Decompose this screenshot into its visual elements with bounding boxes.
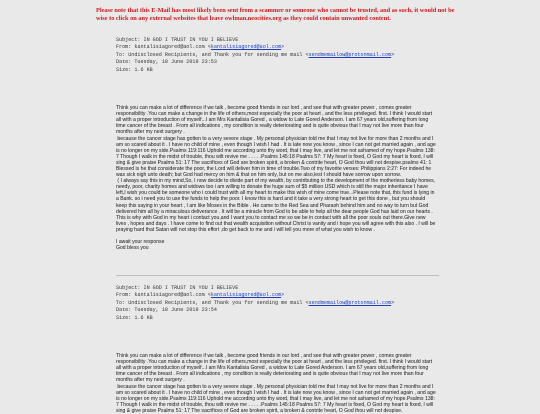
email-to-label: To: Undisclosed Recipients, and Thank you for sending me mail < — [116, 51, 309, 58]
sender-email-link[interactable]: kantalisiagored@aol.com — [210, 44, 282, 51]
email-to — [116, 52, 436, 59]
email-from-end: > — [281, 44, 285, 51]
email-body: Think you can make a lot of difference if we talk , become good friends in our lord , and see that with greater power , comes greater responsibility .You can make a change in the life of others,most especially the poor at heart , and the less privileged. first. I think I would start all with a proper introduction of myself...I am Mrs Kantalisia Gored , a widow to Late Gored Anderson. I am 67 years old,suffering from long time cancer of the breast . From all indications , my condition is really deteriorating and is quite obvious that I may not live more than four months after my next surgery . because the cancer stage has gotten to a very severe stage . My personal physician told me that I may not live for more than 2 months and I am so scared about it . I have no child of mine , even though I wish I had . It is late now you know , since I can not get married again , and age is no longer on my side.Psalms 119:116 Uphold me according unto thy word, that I may live, and let me not ashamed of my hope.Psalms 138: 7 Though I walk in the midst of trouble, thou wilt revive me . . . . .Psalms 145:18 Psalms 57: 7 My heart is fixed, O God my heart is fixed, I will sing & give praise Psalms 51: 17 The sacrifices of God are broken spirit, a broken & contrite heart, O God thou will not despise. — [116, 353, 436, 414]
email-body: Think you can make a lot of difference if we talk , become good friends in our lord , and see that with greater power , comes greater responsibility .You can make a change in the life of others,most especially the poor at heart , and the less privileged. first. I think I would start all with a proper introduction of myself...I am Mrs Kantalisia Gored , a widow to Late Gored Anderson. I am 67 years old,suffering from long time cancer of the breast . From all indications , my condition is really deteriorating and is quite obvious that I may not live more than four months after my next surgery . because the cancer stage has gotten to a very severe stage . My personal physician told me that I may not live for more than 2 months and I am so scared about it . I have no child of mine , even though I wish I had . It is late now you know , since I can not get married again , and age is no longer on my side.Psalms 119:116 Uphold me according unto thy word, that I may live, and let me not ashamed of my hope.Psalms 138: 7 Though I walk in the midst of trouble, thou wilt revive me . . . . .Psalms 145:18 Psalms 57: 7 My heart is fixed, O God my heart is fixed, I will sing & give praise Psalms 51: 17 The sacrifices of God are broken spirit, a broken & contrite heart, O God thou will not despise.psalms 41: 1 Blessed is he that considerate the poor, the Lord will deliver him in time of trouble.Two of my favorite verses: Philippians 2:27: For indeed he was sick nigh unto death; but God had mercy on him & that on him only, but on me also,lest I should have sorrow upon sorrow. ( I always say this in my mind,So, I now decide to divide part of my wealth, by contributing to the development of the motherless baby homes, needy, poor, charity homes and widows too i am willing to donate the huge sum of $5 million USD which is still the major inheritance I have left,I wish you could be someone who i could trust with all my heart to make this wish of mine come true...Please note that, this fund is lying in a Bank. so i need you to use the funds to help the poor. I know this is hard and it take a very strong heart to get this done , but you should keep this saying in your heart , I am like Moses in the Bible . He came to the Red Sea and Pharaoh behind him and no way to turn but God delivered him all by a miraculous deliverance . It will be a miracle from God to be able to help all the dear people God has laid on our hearts . This is why with God in my heart i contact you,and I want you to contact me so we be in contact with all the poor souls out there.Give new lives , hopes and days . I have come to find out that wealth acquisition without Christ is vanity and i hope you will agree with this also . I will be praying hard that Satan will not stop this effort ,do get back to me and i will tell you more of what you wish to know . — [116, 105, 436, 233]
email-date: Date: Tuesday, 18 June 2019 23:54 — [116, 307, 217, 314]
email-from-label: From: kantalisiagored@aol.com < — [116, 44, 211, 51]
email-to-label: To: Undisclosed Recipients, and Thank you for sending me mail < — [116, 299, 309, 306]
email-from-end: > — [281, 292, 285, 299]
email-to-end: > — [391, 299, 395, 306]
email-to-end: > — [391, 51, 395, 58]
email-message-2 — [116, 285, 436, 414]
email-header — [116, 37, 436, 74]
email-header — [116, 285, 436, 322]
email-size: Size: 1.6 KB — [116, 314, 153, 321]
email-subject: Subject: IN GOD I TRUST IN YOU I BELIEVE — [116, 37, 239, 43]
sender-email-link[interactable]: kantalisiagored@aol.com — [210, 292, 282, 299]
email-from-label: From: kantalisiagored@aol.com < — [116, 292, 211, 299]
email-size: Size: 1.6 KB — [116, 66, 153, 73]
email-message-1 — [116, 37, 436, 251]
email-from — [116, 292, 436, 299]
scam-warning: Please note that this E-Mail has most likely been sent from a scammer or someone who cannot be trusted, and as such, it would not be wise to click on any external websites that leave owlman.neocities.org as they could contain unwanted content. — [96, 7, 455, 23]
message-divider — [116, 275, 439, 276]
email-to — [116, 300, 436, 307]
recipient-email-link[interactable]: sendmemailow@protonmail.com — [308, 51, 392, 58]
email-subject: Subject: IN GOD I TRUST IN YOU I BELIEVE — [116, 285, 239, 291]
email-from — [116, 44, 436, 51]
recipient-email-link[interactable]: sendmemailow@protonmail.com — [308, 299, 392, 306]
email-closing: I await your response God bless you — [116, 239, 165, 252]
email-date: Date: Tuesday, 18 June 2019 23:53 — [116, 59, 217, 66]
